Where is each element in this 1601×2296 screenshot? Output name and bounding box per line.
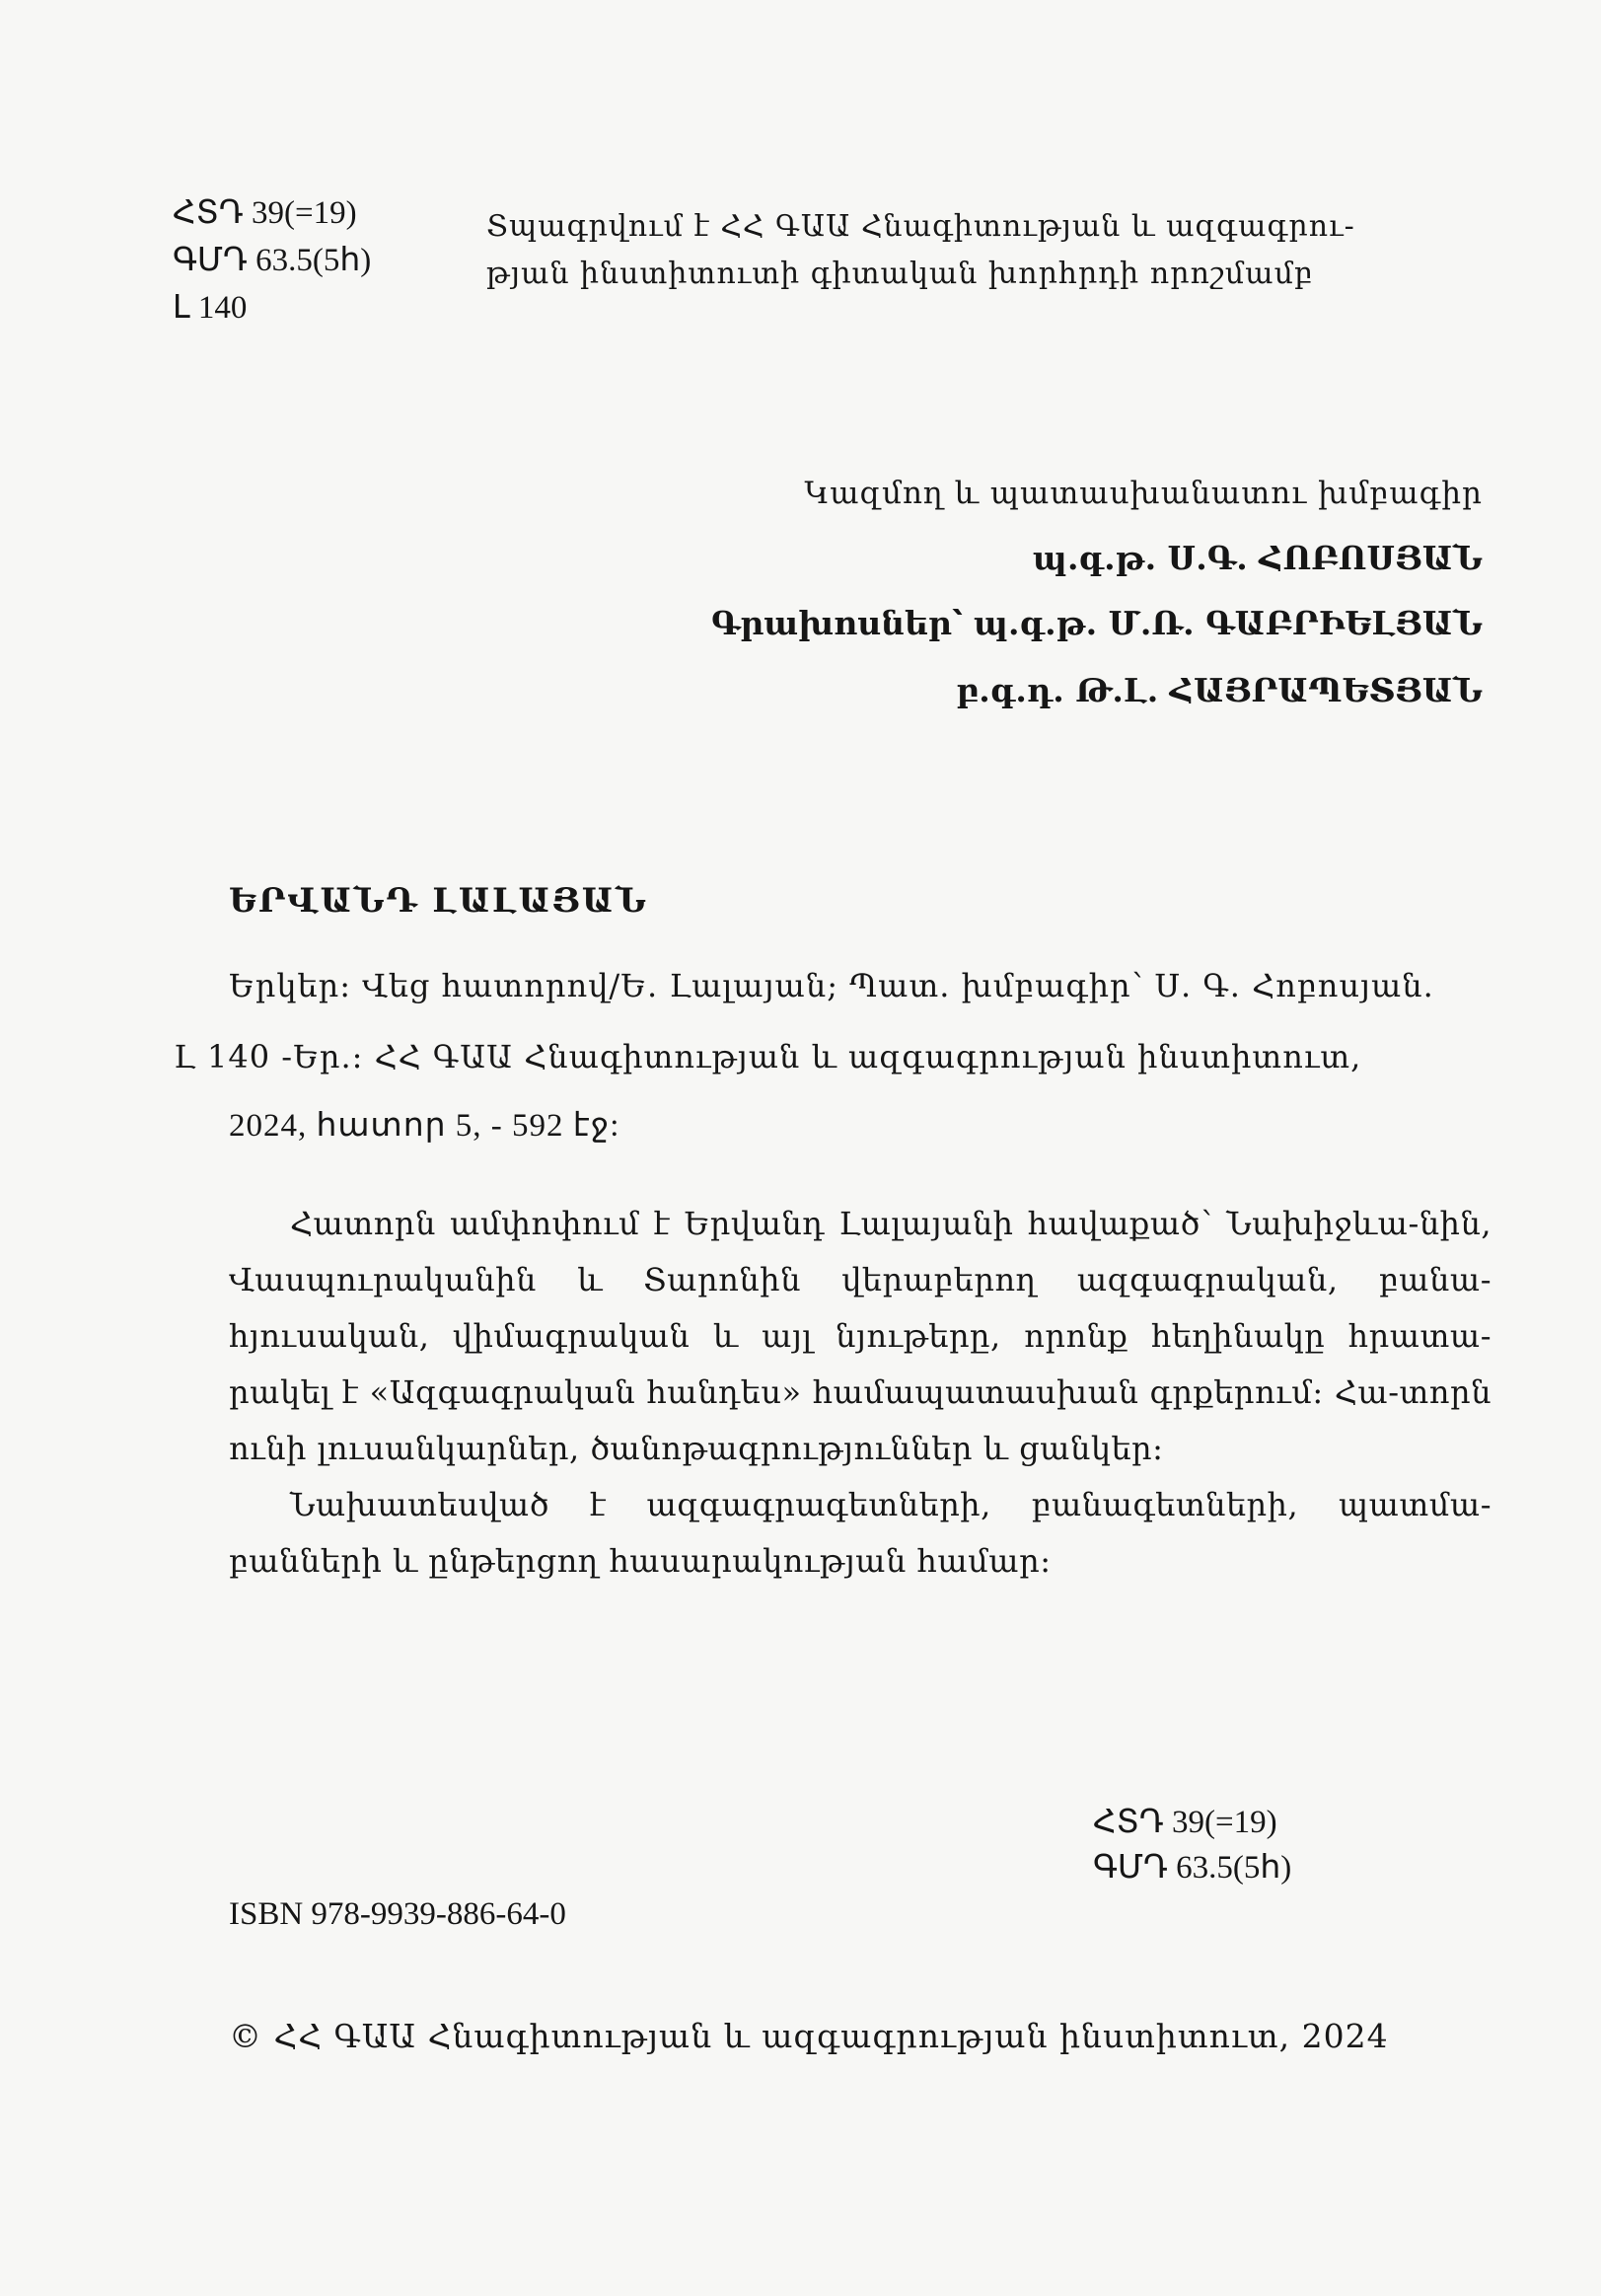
show-through-text [237,138,247,185]
approval-line-2: թյան ինստիտուտի գիտական խորհրդի որոշմամբ [486,257,1314,291]
bbk-code: ԳՄԴ 63.5(5հ) [173,243,372,278]
editor-role: Կազմող և պատասխանատու խմբագիր [804,476,1483,511]
reviewer-second: բ.գ.դ. Թ.Լ. ՀԱՅՐԱՊԵՏՅԱՆ [956,671,1483,709]
footer-codes [1093,1800,1291,1890]
reviewers: Գրախոսներ՝ պ.գ.թ. Մ.Ռ. ԳԱԲՐԻԵԼՅԱՆ [711,604,1483,642]
classification-codes [173,193,371,328]
annotation [229,1196,1492,1590]
bib-line-2: Լ 140 -Եր.: ՀՀ ԳԱԱ Հնագիտության և ազգագրության ինստիտուտ, [174,1038,1362,1075]
udc-code: ՀՏԴ 39(=19) [173,195,357,231]
footer-bbk-code: ԳՄԴ 63.5(5հ) [1093,1850,1292,1886]
annotation-paragraph-2: Նախատեսված է ազգագրագետների, բանագետների, պատմա-բանների և ընթերցող հասարակության համար: [229,1486,1492,1580]
approval-statement [486,203,1355,298]
footer-udc-code: ՀՏԴ 39(=19) [1093,1805,1277,1840]
bib-line-1: Երկեր: Վեց հատորով/Ե. Լալայան; Պատ. խմբագիր՝ Ս. Գ. Հոբոսյան. [229,967,1434,1004]
bib-line-3: 2024, հատոր 5, - 592 էջ: [229,1108,620,1144]
copyright: © ՀՀ ԳԱԱ Հնագիտության և ազգագրության ինստիտուտ, 2024 [229,2017,1389,2055]
isbn: ISBN 978-9939-886-64-0 [229,1896,566,1932]
author-name: ԵՐՎԱՆԴ ԼԱԼԱՅԱՆ [229,881,648,921]
annotation-paragraph-1: Հատորն ամփոփում է Երվանդ Լալայանի հավաքած՝ Նախիջևա-նին, Վասպուրականին և Տարոնին վերաբերող ազգագրական, բանա-հյուսական, վիմագրական և այլ նյութերը, որոնք հեղինակը հրատա-րակել է «Ազգագրական հանդես» համապատասխան գրքերում: Հա-տորն ունի լուսանկարներ, ծանոթագրություններ և ցանկեր: [229,1205,1492,1467]
approval-line-1: Տպագրվում է ՀՀ ԳԱԱ Հնագիտության և ազգագրու- [486,209,1355,244]
chief-editor: պ.գ.թ. Ս.Գ. ՀՈԲՈՍՅԱՆ [1033,539,1483,577]
author-mark: Լ 140 [173,290,248,326]
